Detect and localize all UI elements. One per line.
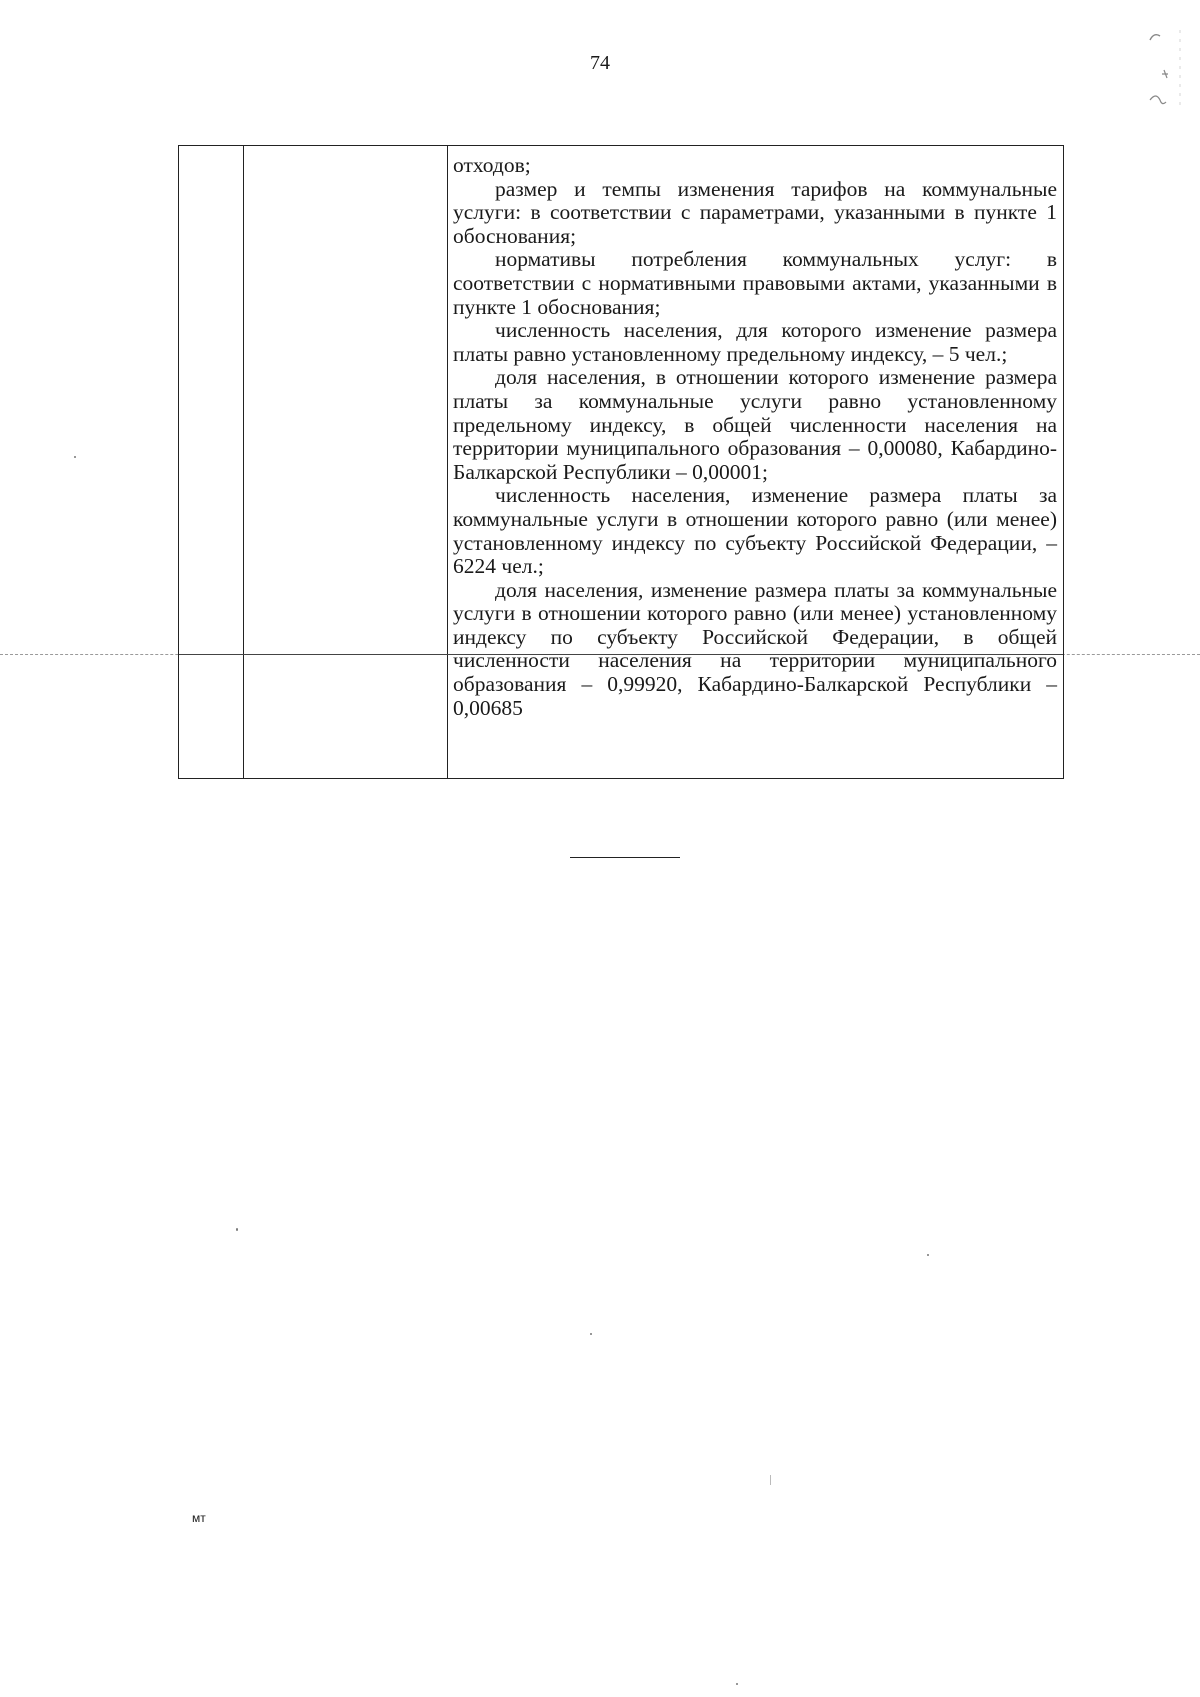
table-column-divider (243, 146, 244, 778)
scan-speck (736, 1683, 738, 1685)
table-paragraph: нормативы потребления коммунальных услуг: в соответствии с нормативными правовыми актами, указанными в пункте 1 обоснования; (453, 247, 1057, 319)
scan-speck (590, 1333, 592, 1335)
justification-table (178, 145, 1064, 779)
table-paragraph: доля населения, в отношении которого изменение размера платы за коммунальные услуги равно установленному предельному индексу, в общей численности населения на территории муниципального образования – 0,00080, Кабардино-Балкарской Республики – 0,00001; (453, 365, 1057, 484)
footer-separator-line (570, 857, 680, 858)
table-column-divider (447, 146, 448, 778)
scan-speck (74, 456, 76, 458)
margin-scribble-mark (1140, 18, 1190, 118)
footer-mark: мт (192, 1511, 206, 1525)
table-paragraph: отходов; (453, 153, 531, 177)
table-paragraph: размер и темпы изменения тарифов на коммунальные услуги: в соответствии с параметрами, указанными в пункте 1 обоснования; (453, 176, 1057, 248)
scan-speck (770, 1475, 771, 1485)
page-number: 74 (590, 52, 610, 74)
table-cell-text (453, 154, 1057, 720)
table-paragraph: численность населения, для которого изменение размера платы равно установленному предельному индексу, – 5 чел.; (453, 318, 1057, 366)
table-paragraph: доля населения, изменение размера платы за коммунальные услуги в отношении которого равно (или менее) установленному индексу по субъекту Российской Федерации, в общей численности населения на территории муниципального образования – 0,99920, Кабардино-Балкарской Республики – 0,00685 (453, 577, 1057, 720)
scan-speck (236, 1228, 238, 1231)
table-paragraph: численность населения, изменение размера платы за коммунальные услуги в отношении которого равно (или менее) установленному индексу по субъекту Российской Федерации, – 6224 чел.; (453, 483, 1057, 579)
scan-speck (927, 1254, 929, 1256)
